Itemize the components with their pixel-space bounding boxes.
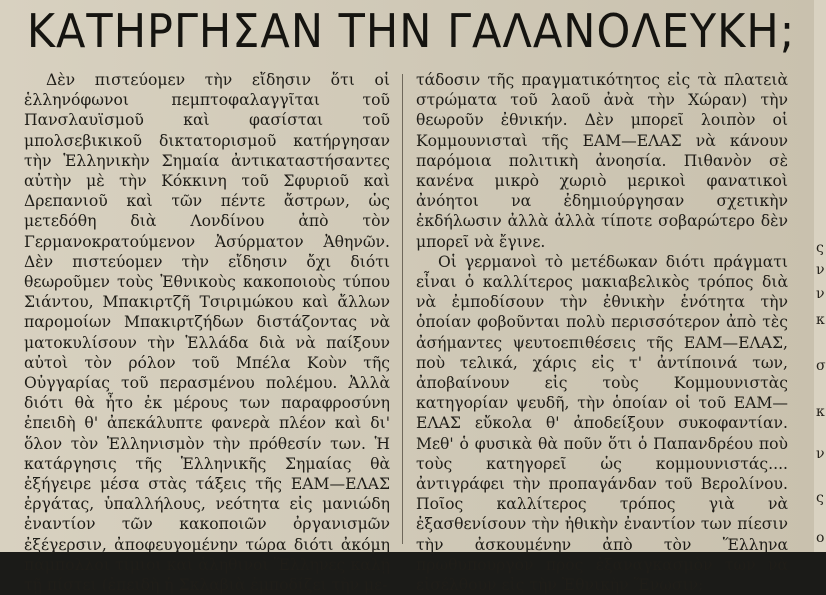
article-column-right — [416, 70, 788, 595]
column-divider — [402, 74, 403, 544]
article-paragraph: Οἱ γερμανοὶ τὸ μετέδωκαν διότι πράγματι εἶναι ὁ καλλίτερος μακιαβελικὸς τρόπος διὰ νὰ ἐμποδίσουν τὴν ἐθνικὴν ἑνότητα τὴν ὁποίαν φοβοῦνται πολὺ περισσότερον ἀπὸ τὲς ἀσήμαντες ψευτοεπιθέσεις τῆς ΕΑΜ—ΕΛΑΣ, ποὺ τελικά, χάρις εἰς τ' ἀντίποινά των, ἀποβαίνουν εἰς τοὺς Κομμουνιστὰς κατηγορίαν ψευδῆ, τὴν ὁποίαν οἱ τοῦ ΕΑΜ—ΕΛΑΣ εὔκολα θ' ἀποδείξουν συκοφαντίαν. Μεθ' ὁ φυσικὰ θὰ ποῦν ὅτι ὁ Παπανδρέου ποὺ τοὺς κατηγορεῖ ὡς κομμουνιστάς.... ἀντιγράφει τὴν προπαγάνδαν τοῦ Βερολίνου. Ποῖος καλλίτερος τρόπος γιὰ νὰ ἐξασθενίσουν τὴν ἠθικὴν ἐναντίον των πίεσιν τὴν ἀσκουμένην ἀπὸ τὸν Ἕλληνα πρωθυπουργὸν πρὸς ἐξαναγκασμὸν των νὰ εἰσέλθουν εἰς τὴν Ἐθνικὴν Ἕνωσιν; — [416, 252, 788, 595]
edge-letter: ο — [816, 530, 825, 546]
edge-letter: σ — [816, 358, 826, 374]
edge-letter: ν — [816, 286, 825, 302]
article-column-left — [24, 70, 390, 595]
edge-letter: κ — [816, 404, 825, 420]
edge-letter: ν — [816, 446, 825, 462]
edge-letter: ν — [816, 262, 825, 278]
article-paragraph: τάδοσιν τῆς πραγματικότητος εἰς τὰ πλατειὰ στρώματα τοῦ λαοῦ ἀνὰ τὴν Χώραν) τὴν θεωροῦν ἐθνικήν. Δὲν μπορεῖ λοιπὸν οἱ Κομμουνισταὶ τῆς ΕΑΜ—ΕΛΑΣ νὰ κάνουν παρόμοια πολιτικὴ ἀνοησία. Πιθανὸν σὲ κανένα μικρὸ χωριὸ μερικοὶ φανατικοὶ ἀνόητοι να ἐδημιούργησαν σχετικὴν ἐκδήλωσιν ἀλλὰ ἀλλὰ τίποτε σοβαρώτερο δὲν μπορεῖ νὰ ἔγινε. — [416, 71, 788, 251]
article-paragraph: Δὲν πιστεύομεν τὴν εἴδησιν ὅτι οἱ ἑλληνόφωνοι πεμπτοφαλαγγῖται τοῦ Πανσλαυϊσμοῦ καὶ φασίσται τοῦ μπολσεβικικοῦ δικτατορισμοῦ κατήργησαν τὴν Ἑλληνικὴν Σημαία ἀντικαταστήσαντες αὐτὴν μὲ τὴν Κόκκινη τοῦ Σφυριοῦ καὶ Δρεπανιοῦ καὶ τῶν πέντε ἄστρων, ὡς μετεδόθη διὰ Λονδίνου ἀπὸ τὸν Γερμανοκρατούμενον Ἀσύρματον Ἀθηνῶν. Δὲν πιστεύομεν τὴν εἴδησιν ὄχι διότι θεωροῦμεν τοὺς Ἐθνικοὺς κακοποιοὺς τύπου Σιάντου, Μπακιρτζῆ Τσιριμώκου καὶ ἄλλων παρομοίων Μπακιρτζήδων διστάζοντας νὰ ματοκυλίσουν τὴν Ἑλλάδα διὰ νὰ παίξουν αὐτοὶ τὸν ρόλον τοῦ Μπέλα Κοὺν τῆς Οὐγγαρίας τοῦ περασμένου πολέμου. Ἀλλὰ διότι θὰ ἦτο ἐκ μέρους των παραφροσύνη ἐπειδὴ θ' ἀπεκάλυπτε φανερὰ πλέον καὶ δι' ὅλον τὸν Ἑλληνισμὸν τὴν πρόθεσίν των. Ἡ κατάργησις τῆς Ἑλληνικῆς Σημαίας θὰ ἐξήγειρε μέσα στὰς τάξεις τῆς ΕΑΜ—ΕΛΑΣ ἐργάτας, ὑπαλλήλους, νεότητα εἰς μανιώδη ἐναντίον τῶν κακοποιῶν ὀργανισμῶν ἐξέγερσιν, ἀποφευγομένην τώρα διότι ἀκόμη πάμπολλοι τίμιοι καὶ ἀληθινοὶ Ἕλληνες καλῇ τῇ πίστει (ἐπειδὴ ἡ Σκλαβιὰ ἐμποδίζει τὴν με- — [24, 71, 390, 595]
edge-letter: ς — [816, 490, 824, 506]
adjacent-column-fragment — [814, 0, 826, 552]
headline-text: ΚΑΤΗΡΓΗΣΑΝ ΤΗΝ ΓΑΛΑΝΟΛΕΥΚΗ; — [26, 4, 796, 59]
headline — [26, 0, 796, 64]
edge-letter: κ — [816, 312, 825, 328]
edge-letter: ς — [816, 240, 824, 256]
